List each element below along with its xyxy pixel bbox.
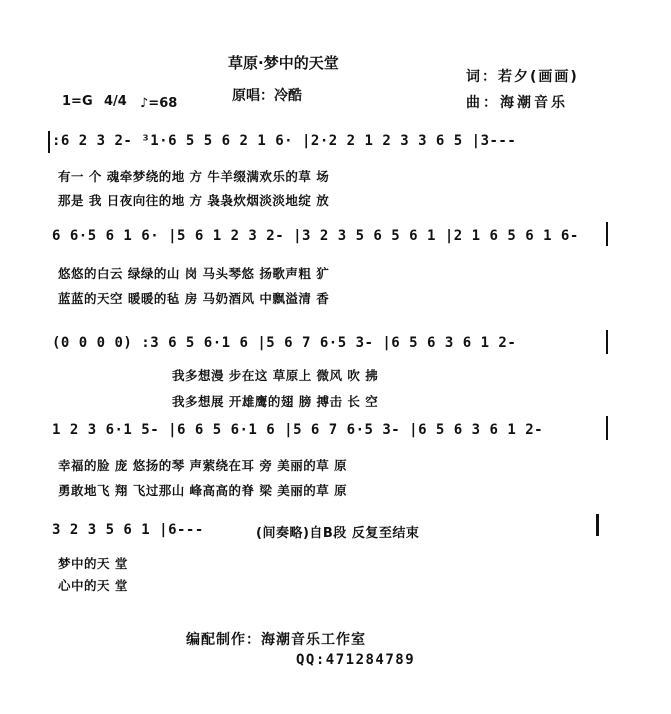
lyrics-line-4a: 幸福的脸 庞 悠扬的琴 声萦绕在耳 旁 美丽的草 原 [58, 458, 348, 473]
notation-line-4: 1 2 3 6·1 5- |6 6 5 6·1 6 |5 6 7 6·5 3- |6 5 6 3 6 1 2- [52, 422, 544, 438]
notation-line-5: 3 2 3 5 6 1 |6--- [52, 522, 204, 538]
end-barline-row2 [606, 222, 608, 246]
lyrics-line-5a: 梦中的天 堂 [58, 556, 128, 571]
lyrics-line-1b: 那是 我 日夜向往的地 方 袅袅炊烟淡淡地绽 放 [58, 193, 330, 208]
lyrics-line-1a: 有一 个 魂牵梦绕的地 方 牛羊缀满欢乐的草 场 [58, 169, 330, 184]
interlude-instruction: (间奏略)自B段 反复至结束 [256, 526, 420, 541]
lyrics-line-2b: 蓝蓝的天空 暖暖的毡 房 马奶酒风 中飘溢清 香 [58, 291, 330, 306]
key-signature: 1=G [62, 94, 93, 109]
song-title: 草原·梦中的天堂 [228, 54, 339, 72]
repeat-start-barline [48, 131, 50, 153]
lyrics-line-5b: 心中的天 堂 [58, 578, 128, 593]
contact-qq: QQ:471284789 [296, 652, 416, 668]
lyricist-credit: 词：若夕(画画) [466, 69, 579, 85]
lyrics-line-3a: 我多想漫 步在这 草原上 微风 吹 拂 [172, 368, 379, 383]
end-barline-row3 [606, 330, 608, 354]
notation-line-3: (0 0 0 0) :3 6 5 6·1 6 |5 6 7 6·5 3- |6 5 6 3 6 1 2- [52, 335, 517, 351]
arranger-credit: 编配制作：海潮音乐工作室 [186, 632, 366, 648]
lyrics-line-2a: 悠悠的白云 绿绿的山 岗 马头琴悠 扬歌声粗 犷 [58, 266, 330, 281]
end-barline-row4 [606, 416, 608, 440]
singer-credit: 原唱：冷酷 [232, 88, 302, 104]
time-signature: 4/4 [104, 94, 127, 109]
notation-line-1: :6 2 3 2- ³1·6 5 5 6 2 1 6· |2·2 2 1 2 3 3 6 5 |3--- [52, 133, 517, 149]
lyrics-line-4b: 勇敢地飞 翔 飞过那山 峰高高的脊 梁 美丽的草 原 [58, 483, 348, 498]
lyrics-line-3b: 我多想展 开雄鹰的翅 膀 搏击 长 空 [172, 394, 379, 409]
notation-line-2: 6 6·5 6 1 6· |5 6 1 2 3 2- |3 2 3 5 6 5 6 1 |2 1 6 5 6 1 6- [52, 228, 579, 244]
tempo-marking: ♪=68 [140, 96, 178, 111]
final-barline [596, 514, 599, 536]
composer-credit: 曲：海潮音乐 [466, 95, 568, 111]
